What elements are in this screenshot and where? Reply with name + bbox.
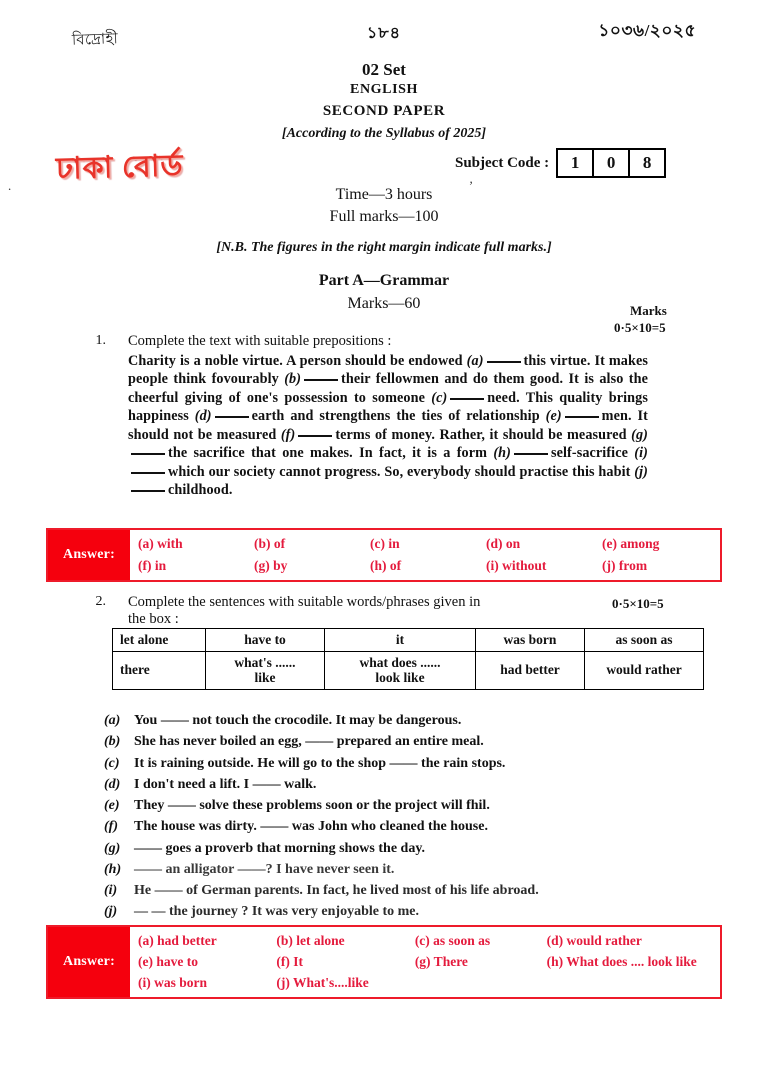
fill-blank[interactable] (514, 444, 548, 455)
answer-item-q1-3: (d) on (486, 536, 521, 551)
fill-blank[interactable] (131, 463, 165, 474)
nb-note: [N.B. The figures in the right margin indicate full marks.] (216, 240, 552, 255)
word-box-cell[interactable]: there (113, 651, 206, 689)
answer-item-q1-8: (i) without (486, 558, 547, 573)
fill-blank[interactable] (565, 407, 599, 418)
sentence-text: — — the journey ? It was very enjoyable to me. (134, 904, 420, 920)
blank-label-h: (h) (493, 445, 511, 462)
word-box-cell[interactable]: let alone (113, 629, 206, 652)
blank-label-g: (g) (631, 426, 648, 443)
subject-code-digit-1: 0 (594, 150, 630, 176)
sentence-label-d: (d) (104, 776, 121, 792)
subject-code-digit-2: 8 (642, 153, 652, 172)
sentence-label-c: (c) (104, 755, 120, 771)
word-box-cell[interactable]: as soon as (585, 629, 704, 652)
answer-label-q2: Answer: (48, 927, 130, 997)
word-box-table (112, 628, 704, 690)
answer-item-q2-8: (i) was born (138, 975, 208, 990)
answer-item-q2-9: (j) What's....like (276, 975, 369, 990)
sentence-row (104, 816, 724, 837)
blank-label-j: (j) (634, 463, 648, 480)
answer-item-q1-5: (f) in (138, 558, 167, 573)
answer-item-q2-0: (a) had better (138, 933, 217, 948)
page-number: ১৮৪ (366, 25, 402, 42)
answer-item-q2-4: (e) have to (138, 954, 198, 969)
word-box-row (113, 629, 704, 652)
blank-label-i: (i) (634, 445, 648, 462)
question-2-sentences (104, 710, 724, 923)
answer-label-q1: Answer: (48, 530, 130, 580)
sentence-label-g: (g) (104, 840, 121, 856)
margin-tick-mid: ʼ (468, 178, 473, 193)
sentence-label-f: (f) (104, 819, 118, 835)
sentence-text: —— goes a proverb that morning shows the day. (134, 840, 426, 856)
word-box-cell[interactable]: what's ...... like (206, 651, 325, 689)
subject-language: ENGLISH (350, 82, 418, 97)
answer-list-q1 (130, 530, 720, 580)
sentence-label-e: (e) (104, 798, 120, 814)
sentence-row (104, 753, 724, 774)
blank-label-e: (e) (545, 408, 562, 425)
blank-label-f: (f) (280, 426, 296, 443)
answer-item-q1-1: (b) of (254, 536, 286, 551)
answer-item-q1-2: (c) in (370, 536, 400, 551)
blank-label-b: (b) (284, 371, 302, 388)
word-box-cell[interactable]: had better (476, 651, 585, 689)
sentence-label-i: (i) (104, 883, 118, 899)
exam-full-marks: Full marks—100 (329, 208, 439, 225)
blank-label-c: (c) (431, 389, 448, 406)
fill-blank[interactable] (131, 481, 165, 492)
sentence-row (104, 859, 724, 880)
sentence-row (104, 901, 724, 922)
sentence-text: They —— solve these problems soon or the project will fhil. (134, 798, 490, 814)
question-2 (62, 594, 648, 628)
sentence-row (104, 838, 724, 859)
sentence-row (104, 731, 724, 752)
answer-item-q2-6: (g) There (414, 954, 468, 969)
question-1-number: 1. (95, 333, 106, 348)
set-line: 02 Set (362, 60, 406, 79)
sentence-label-a: (a) (104, 713, 121, 728)
word-box-cell[interactable]: have to (206, 629, 325, 652)
handwritten-note: বিদ্রোহী (71, 31, 119, 49)
answer-item-q2-5: (f) It (276, 954, 304, 969)
sentence-text: —— an alligator ——? I have never seen it. (134, 861, 395, 877)
answer-item-q1-0: (a) with (138, 536, 183, 551)
fill-blank[interactable] (450, 389, 484, 400)
sentence-row (104, 774, 724, 795)
sentence-text: I don't need a lift. I —— walk. (134, 776, 317, 792)
answer-item-q1-7: (h) of (370, 558, 402, 573)
question-1 (62, 333, 648, 500)
answer-item-q2-3: (d) would rather (546, 933, 642, 948)
subject-code (455, 148, 666, 178)
sentence-text: She has never boiled an egg, —— prepared an entire meal. (134, 734, 484, 750)
part-title: Part A—Grammar (318, 272, 450, 289)
blank-label-a: (a) (466, 353, 484, 369)
sentence-row (104, 710, 724, 731)
answer-item-q2-7: (h) What does .... look like (546, 954, 697, 969)
word-box-cell[interactable]: would rather (585, 651, 704, 689)
question-1-stem: Complete the text with suitable prepositions : (128, 333, 392, 349)
sentence-text: It is raining outside. He will go to the shop —— the rain stops. (134, 755, 506, 771)
fill-blank[interactable] (131, 444, 165, 455)
fill-blank[interactable] (487, 352, 521, 363)
word-box-cell[interactable]: what does ...... look like (325, 651, 476, 689)
answer-item-q1-6: (g) by (254, 558, 288, 573)
paper-name: SECOND PAPER (322, 103, 446, 119)
sentence-text: He —— of German parents. In fact, he lived most of his life abroad. (134, 883, 539, 899)
question-1-body (106, 333, 648, 500)
word-box-cell[interactable]: it (325, 629, 476, 652)
answer-box-q1 (46, 528, 722, 582)
question-2-stem-line1: Complete the sentences with suitable words/phrases given in (128, 594, 481, 610)
blank-label-d: (d) (194, 408, 212, 425)
question-2-number: 2. (95, 594, 106, 609)
question-2-marks: 0·5×10=5 (612, 596, 664, 611)
answer-item-q2-2: (c) as soon as (414, 933, 491, 948)
sentence-row (104, 880, 724, 901)
sentence-label-j: (j) (104, 904, 118, 920)
margin-tick-left: . (8, 178, 12, 193)
sentence-text: You —— not touch the crocodile. It may be dangerous. (134, 713, 462, 728)
answer-item-q1-4: (e) among (602, 536, 660, 551)
question-2-stem-line2: the box : (128, 611, 179, 627)
question-2-body (106, 594, 648, 628)
answer-list-q2 (130, 927, 720, 997)
syllabus-note: [According to the Syllabus of 2025] (281, 126, 487, 141)
subject-code-digit-0: 1 (558, 150, 594, 176)
fill-blank[interactable] (215, 407, 249, 418)
exam-time: Time—3 hours (335, 186, 433, 203)
answer-item-q2-1: (b) let alone (276, 933, 345, 948)
word-box-cell[interactable]: was born (476, 629, 585, 652)
subject-code-label: Subject Code : (455, 154, 550, 171)
sentence-label-h: (h) (104, 861, 122, 877)
sentence-row (104, 795, 724, 816)
subject-code-boxes (556, 148, 666, 178)
fill-blank[interactable] (298, 426, 332, 437)
paper-code: ১০৩৬/২০২৫ (598, 21, 696, 40)
marks-column-value: 0·5×10=5 (614, 320, 666, 335)
word-box-row (113, 651, 704, 689)
fill-blank[interactable] (304, 370, 338, 381)
sentence-label-b: (b) (104, 734, 121, 750)
answer-item-q1-9: (j) from (602, 558, 648, 573)
sentence-text: The house was dirty. —— was John who cleaned the house. (134, 819, 488, 835)
answer-box-q2 (46, 925, 722, 999)
part-marks: Marks—60 (347, 295, 421, 312)
marks-column-header: Marks (630, 303, 667, 318)
board-stamp: ঢাকা বোর্ড (55, 149, 184, 186)
question-1-passage: Charity is a noble virtue. A person should be endowed (a) this virtue. It makes people think fovourably (b) their fellowmen and do them good. It is also the cheerful giving of one's possession to someone (c) need. This quality brings happiness (d) earth and strengthens the ties of relationship (e) men. It should not be measured (f) terms of money. Rather, it should be measured (g)the sacrifice that one makes. In fact, it is a form (h) self-sacrifice (i)which our society cannot progress. So, everybody should practise this habit (j)childhood. (128, 353, 648, 499)
